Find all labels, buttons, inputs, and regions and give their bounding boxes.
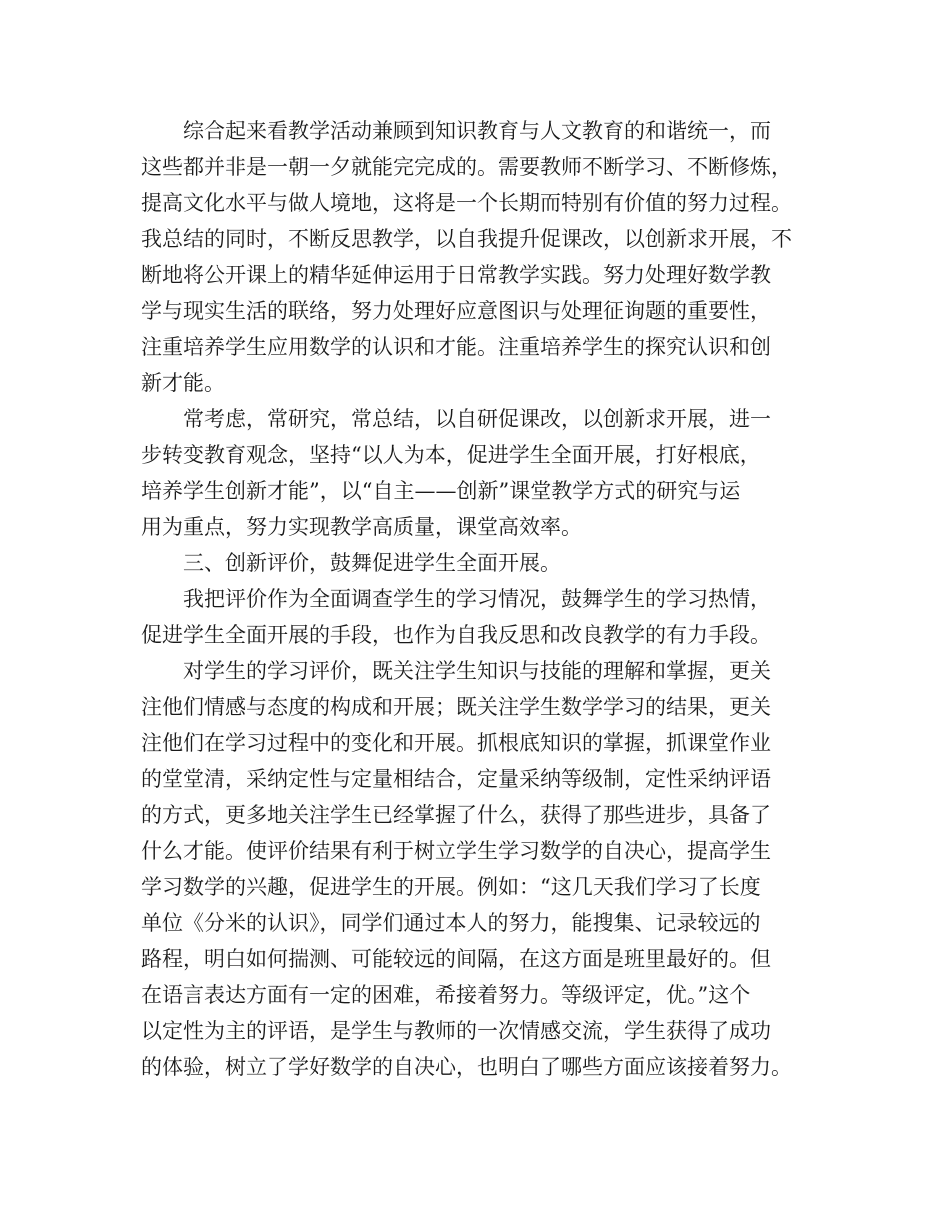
paragraph-line: 以定性为主的评语，是学生与教师的一次情感交流，学生获得了成功	[141, 1019, 771, 1043]
paragraph-line: 注他们情感与态度的构成和开展；既关注学生数学学习的结果，更关	[141, 695, 771, 719]
paragraph-line: 断地将公开课上的精华延伸运用于日常教学实践。努力处理好数学教	[141, 263, 771, 287]
paragraph-first-line: 对学生的学习评价，既关注学生知识与技能的理解和掌握，更关	[183, 659, 771, 683]
paragraph-line: 学习数学的兴趣，促进学生的开展。例如：“这几天我们学习了长度	[141, 875, 761, 899]
paragraph-line: 这些都并非是一朝一夕就能完完成的。需要教师不断学习、不断修炼，	[141, 155, 792, 179]
paragraph-line: 路程，明白如何揣测、可能较远的间隔，在这方面是班里最好的。但	[141, 947, 771, 971]
paragraph-line: 的堂堂清，采纳定性与定量相结合，定量采纳等级制，定性采纳评语	[141, 767, 771, 791]
paragraph-line: 什么才能。使评价结果有利于树立学生学习数学的自决心，提高学生	[141, 839, 771, 863]
paragraph-first-line: 我把评价作为全面调查学生的学习情况，鼓舞学生的学习热情，	[183, 587, 771, 611]
paragraph	[141, 401, 811, 545]
paragraph-line: 用为重点，努力实现教学高质量，课堂高效率。	[141, 515, 582, 539]
paragraph-first-line: 三、创新评价，鼓舞促进学生全面开展。	[183, 551, 561, 575]
paragraph-line: 的体验，树立了学好数学的自决心，也明白了哪些方面应该接着努力。	[141, 1055, 792, 1079]
paragraph-line: 新才能。	[141, 371, 225, 395]
paragraph-line: 培养学生创新才能”，以“自主——创新”课堂教学方式的研究与运	[141, 479, 741, 503]
paragraph-line: 注他们在学习过程中的变化和开展。抓根底知识的掌握，抓课堂作业	[141, 731, 771, 755]
document-body	[141, 113, 811, 1085]
paragraph-line: 促进学生全面开展的手段，也作为自我反思和改良教学的有力手段。	[141, 623, 771, 647]
paragraph-line: 在语言表达方面有一定的困难，希接着努力。等级评定，优。”这个	[141, 983, 751, 1007]
paragraph-line: 的方式，更多地关注学生已经掌握了什么，获得了那些进步，具备了	[141, 803, 771, 827]
paragraph	[141, 113, 811, 401]
paragraph-line: 单位《分米的认识》，同学们通过本人的努力，能搜集、记录较远的	[141, 911, 761, 935]
paragraph	[141, 653, 811, 1085]
paragraph	[141, 581, 811, 653]
paragraph	[141, 545, 811, 581]
paragraph-line: 提高文化水平与做人境地，这将是一个长期而特别有价值的努力过程。	[141, 191, 792, 215]
paragraph-first-line: 综合起来看教学活动兼顾到知识教育与人文教育的和谐统一，而	[183, 119, 771, 143]
paragraph-line: 注重培养学生应用数学的认识和才能。注重培养学生的探究认识和创	[141, 335, 771, 359]
paragraph-line: 学与现实生活的联络，努力处理好应意图识与处理征询题的重要性，	[141, 299, 771, 323]
paragraph-first-line: 常考虑，常研究，常总结，以自研促课改，以创新求开展，进一	[183, 407, 771, 431]
paragraph-line: 步转变教育观念，坚持“以人为本，促进学生全面开展，打好根底，	[141, 443, 761, 467]
paragraph-line: 我总结的同时，不断反思教学，以自我提升促课改，以创新求开展，不	[141, 227, 792, 251]
